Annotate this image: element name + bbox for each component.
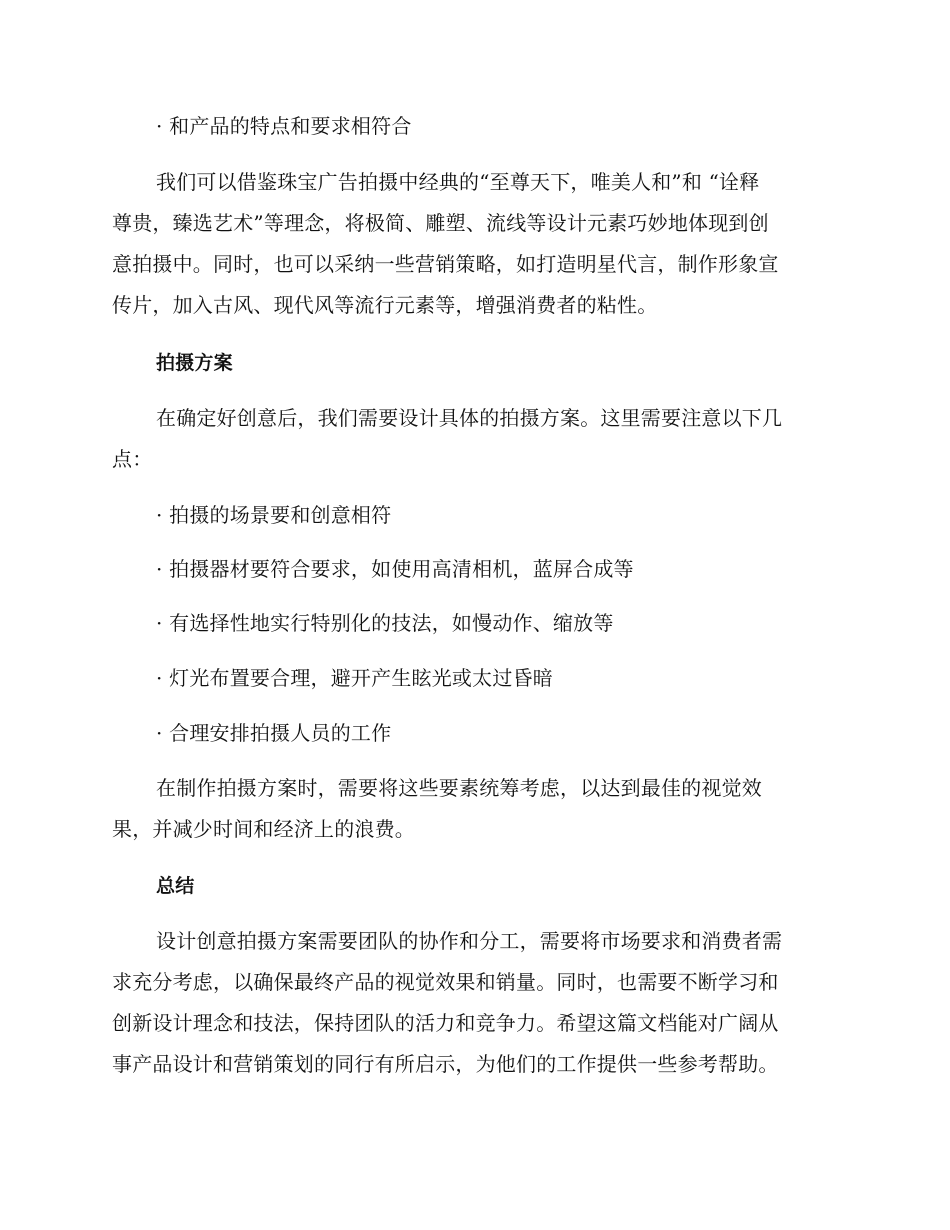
section-heading-shooting-plan: 拍摄方案 [156, 352, 233, 374]
paragraph-line: 传片，加入古风、现代风等流行元素等，增强消费者的粘性。 [112, 293, 658, 317]
paragraph-line: 设计创意拍摄方案需要团队的协作和分工，需要将市场要求和消费者需 [156, 929, 783, 953]
paragraph-line: 我们可以借鉴珠宝广告拍摄中经典的“至尊天下，唯美人和”和 “诠释 [156, 170, 760, 194]
bullet-item: · 拍摄器材要符合要求，如使用高清相机，蓝屏合成等 [156, 557, 634, 581]
paragraph-line: 尊贵，臻选艺术”等理念，将极简、雕塑、流线等设计元素巧妙地体现到创 [112, 211, 769, 235]
bullet-item: · 拍摄的场景要和创意相符 [156, 503, 392, 527]
paragraph-line: 求充分考虑，以确保最终产品的视觉效果和销量。同时，也需要不断学习和 [112, 970, 779, 994]
paragraph-line: 事产品设计和营销策划的同行有所启示，为他们的工作提供一些参考帮助。 [112, 1052, 779, 1076]
paragraph-line: 在制作拍摄方案时，需要将这些要素统筹考虑，以达到最佳的视觉效 [156, 776, 762, 800]
paragraph-line: 意拍摄中。同时，也可以采纳一些营销策略，如打造明星代言，制作形象宣 [112, 252, 779, 276]
paragraph-line: 在确定好创意后，我们需要设计具体的拍摄方案。这里需要注意以下几 [156, 406, 783, 430]
bullet-item: · 有选择性地实行特别化的技法，如慢动作、缩放等 [156, 611, 614, 635]
bullet-item: · 合理安排拍摄人员的工作 [156, 721, 392, 745]
bullet-item: · 灯光布置要合理，避开产生眩光或太过昏暗 [156, 666, 553, 690]
bullet-item: · 和产品的特点和要求相符合 [156, 114, 412, 138]
section-heading-summary: 总结 [156, 875, 195, 897]
paragraph-line: 果，并减少时间和经济上的浪费。 [112, 817, 415, 841]
paragraph-line: 点： [112, 447, 153, 471]
paragraph-line: 创新设计理念和技法，保持团队的活力和竞争力。希望这篇文档能对广阔从 [112, 1011, 779, 1035]
